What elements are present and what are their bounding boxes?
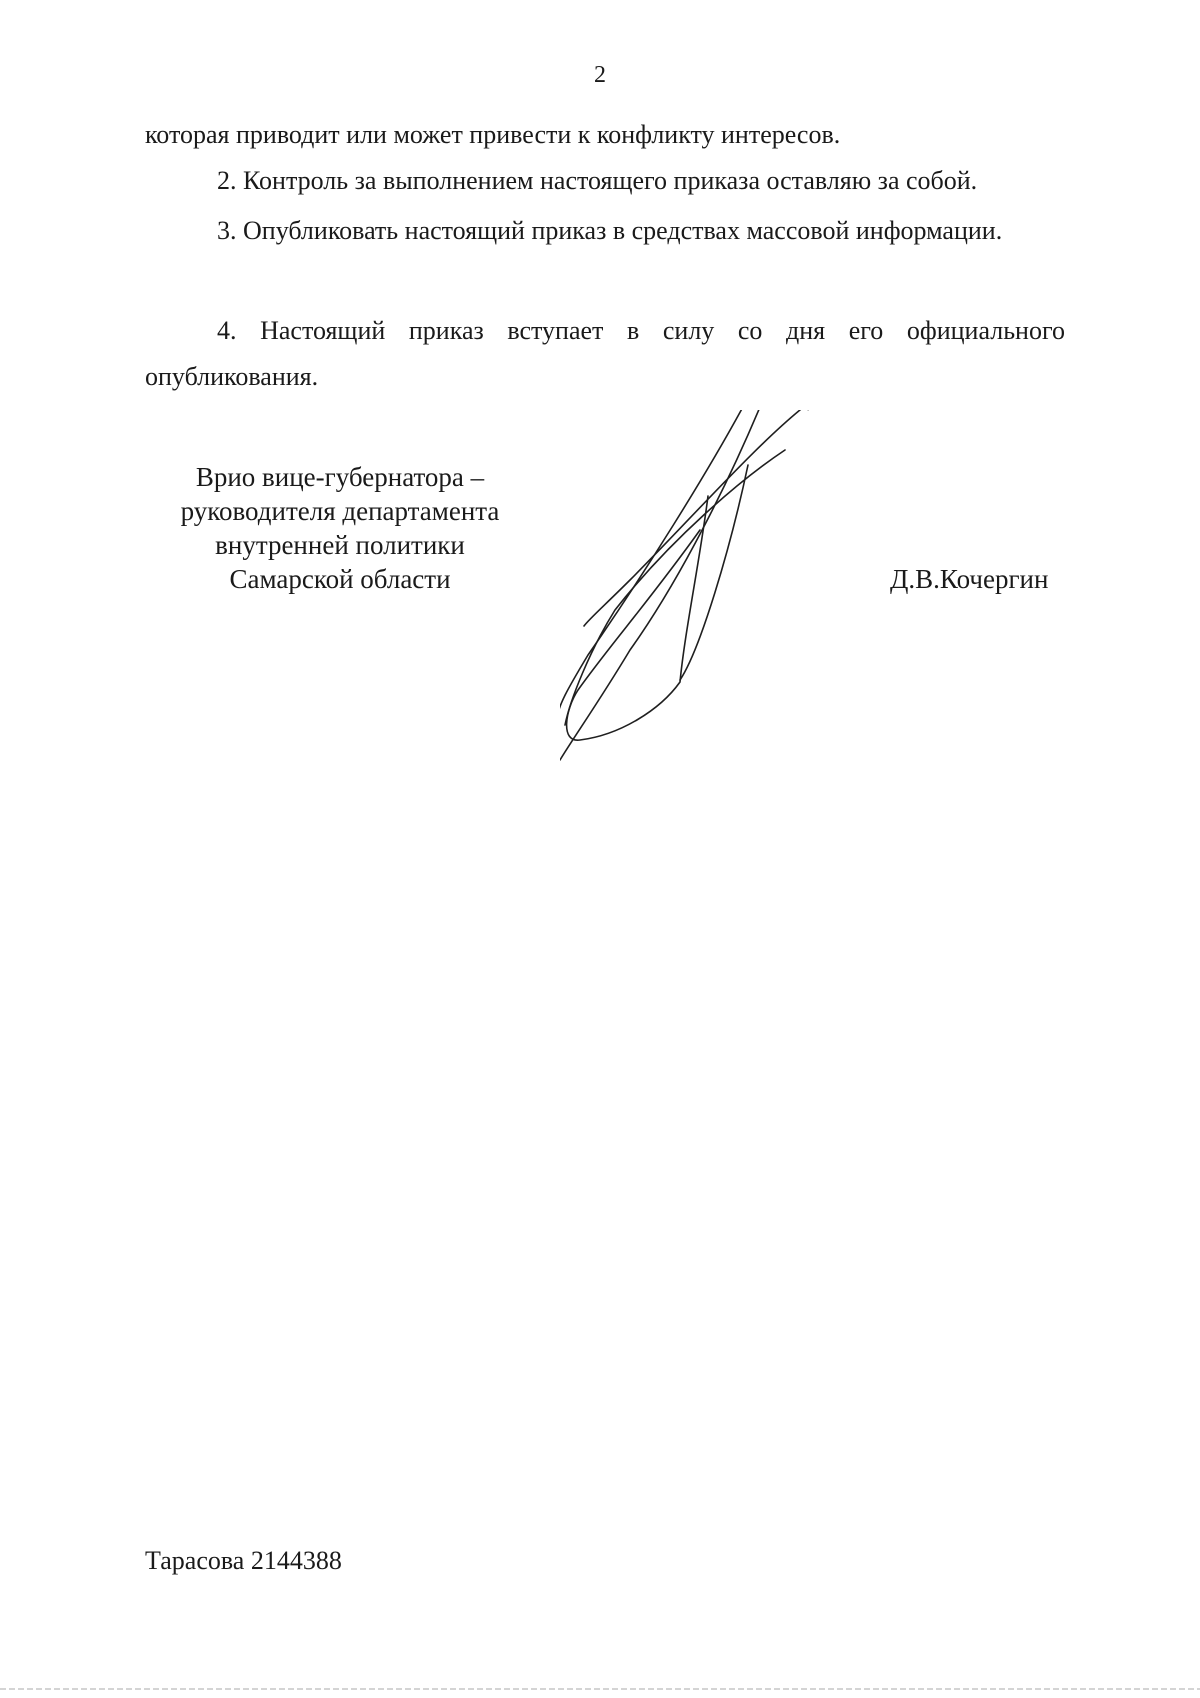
signer-position-line: руководителя департамента [180, 496, 500, 526]
paragraph-item-3: 3. Опубликовать настоящий приказ в средствах массовой информации. [217, 216, 1003, 245]
page-number: 2 [594, 62, 606, 88]
signer-position [140, 460, 540, 596]
handwritten-signature [560, 410, 920, 810]
paragraph-item-4: 4. Настоящий приказ вступает в силу со дня его официального опубликования. [145, 316, 1065, 391]
scan-edge-line [0, 1688, 1200, 1690]
paragraph-item-2: 2. Контроль за выполнением настоящего приказа оставляю за собой. [217, 166, 978, 195]
signer-position-line: внутренней политики [215, 530, 465, 560]
signer-position-line: Самарской области [229, 564, 451, 594]
signer-position-line: Врио вице-губернатора – [195, 462, 485, 492]
paragraph-continuation: которая приводит или может привести к конфликту интересов. [145, 120, 841, 149]
executor-note: Тарасова 2144388 [145, 1546, 342, 1575]
signer-name: Д.В.Кочергин [890, 564, 1049, 594]
